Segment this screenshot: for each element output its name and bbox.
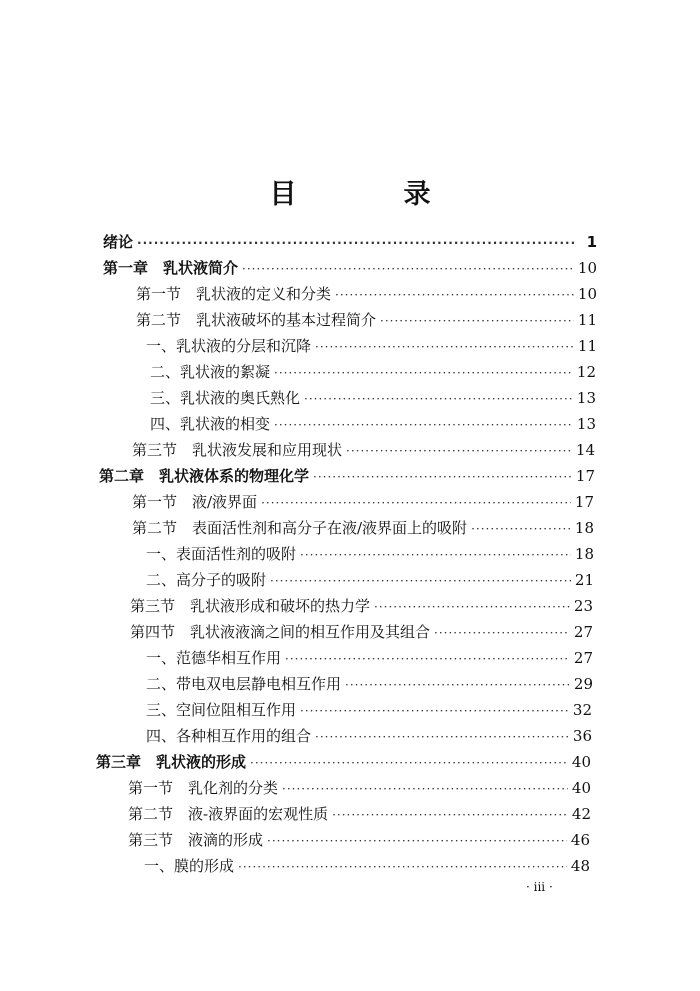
- toc-page: 40: [571, 753, 591, 771]
- toc-page: 18: [574, 519, 594, 537]
- dot-leader: [300, 545, 571, 565]
- dot-leader: [274, 363, 573, 383]
- toc-page: 11: [577, 337, 597, 355]
- dot-leader: [285, 649, 570, 669]
- toc-label: 绪论: [103, 233, 134, 251]
- toc-label: 四、乳状液的相变: [150, 415, 271, 433]
- toc-label: 第四节 乳状液液滴之间的相互作用及其组合: [130, 623, 431, 641]
- dot-leader: [313, 467, 572, 487]
- page-title: 目 录: [269, 179, 471, 210]
- dot-leader: [261, 493, 571, 513]
- toc-page: 10: [577, 285, 597, 303]
- toc-page: 10: [577, 259, 597, 277]
- dot-leader: [137, 233, 575, 253]
- toc-label: 四、各种相互作用的组合: [146, 727, 312, 745]
- toc-entry: [150, 362, 596, 383]
- dot-leader: [282, 779, 568, 799]
- toc-entry: [146, 674, 593, 695]
- toc-page: 32: [572, 701, 592, 719]
- toc-label: 二、带电双电层静电相互作用: [146, 675, 342, 693]
- toc-entry: [146, 336, 597, 357]
- toc-entry: [146, 700, 592, 721]
- dot-leader: [471, 519, 571, 539]
- dot-leader: [434, 623, 570, 643]
- dot-leader: [345, 675, 570, 695]
- toc-label: 第二节 表面活性剂和高分子在液/液界面上的吸附: [132, 519, 468, 537]
- toc-page: 12: [576, 363, 596, 381]
- dot-leader: [346, 441, 572, 461]
- toc-entry: [128, 804, 591, 825]
- toc-entry: [146, 570, 594, 591]
- toc-label: 第三章 乳状液的形成: [96, 753, 247, 771]
- toc-page: 18: [574, 545, 594, 563]
- dot-leader: [332, 805, 568, 825]
- toc-label: 第一章 乳状液简介: [103, 259, 239, 277]
- dot-leader: [315, 337, 574, 357]
- page-folio: · iii ·: [526, 880, 553, 894]
- toc-entry: [103, 232, 597, 253]
- toc-page: 17: [574, 493, 594, 511]
- toc-entry: [128, 830, 590, 851]
- toc-page: 13: [576, 389, 596, 407]
- toc-entry: [150, 414, 596, 435]
- toc-entry: [132, 440, 595, 461]
- toc-label: 二、高分子的吸附: [146, 571, 267, 589]
- toc-entry: [150, 388, 596, 409]
- toc-page: 48: [570, 857, 590, 875]
- toc-page: 46: [570, 831, 590, 849]
- toc-label: 第三节 乳状液形成和破坏的热力学: [130, 597, 371, 615]
- toc-page: 21: [574, 571, 594, 589]
- toc-entry: [132, 492, 594, 513]
- toc-label: 一、表面活性剂的吸附: [146, 545, 297, 563]
- toc-entry: [99, 466, 595, 487]
- toc-label: 第二节 乳状液破坏的基本过程简介: [136, 311, 377, 329]
- dot-leader: [267, 831, 567, 851]
- toc-entry: [130, 596, 593, 617]
- toc-entry: [128, 778, 591, 799]
- toc-label: 一、范德华相互作用: [146, 649, 282, 667]
- toc-page: 14: [575, 441, 595, 459]
- dot-leader: [315, 727, 569, 747]
- toc-label: 三、乳状液的奥氏熟化: [150, 389, 301, 407]
- toc-label: 三、空间位阻相互作用: [146, 701, 297, 719]
- toc-page: 17: [575, 467, 595, 485]
- dot-leader: [380, 311, 574, 331]
- dot-leader: [270, 571, 571, 591]
- toc-entry: [136, 310, 597, 331]
- toc-entry: [146, 648, 593, 669]
- toc-page: 27: [573, 623, 593, 641]
- dot-leader: [238, 857, 567, 877]
- toc-entry: [144, 856, 590, 877]
- toc-page: 23: [573, 597, 593, 615]
- toc-label: 二、乳状液的絮凝: [150, 363, 271, 381]
- toc-entry: [96, 752, 591, 773]
- toc-entry: [130, 622, 593, 643]
- toc-page: 36: [572, 727, 592, 745]
- toc-label: 第三节 液滴的形成: [128, 831, 264, 849]
- toc-page: 1: [586, 233, 597, 251]
- toc-label: 第一节 液/液界面: [132, 493, 258, 511]
- toc-page: 40: [571, 779, 591, 797]
- toc-entry: [132, 518, 594, 539]
- toc-page: 11: [577, 311, 597, 329]
- toc-label: 一、膜的形成: [144, 857, 235, 875]
- dot-leader: [250, 753, 568, 773]
- toc-label: 第二章 乳状液体系的物理化学: [99, 467, 310, 485]
- toc-page: 42: [571, 805, 591, 823]
- toc-entry: [103, 258, 597, 279]
- dot-leader: [304, 389, 573, 409]
- toc-page: 13: [576, 415, 596, 433]
- dot-leader: [274, 415, 573, 435]
- toc-entry: [146, 726, 592, 747]
- toc-label: 一、乳状液的分层和沉降: [146, 337, 312, 355]
- toc-page: 27: [573, 649, 593, 667]
- toc-label: 第三节 乳状液发展和应用现状: [132, 441, 343, 459]
- dot-leader: [300, 701, 569, 721]
- dot-leader: [335, 285, 574, 305]
- dot-leader: [242, 259, 574, 279]
- toc-label: 第一节 乳状液的定义和分类: [136, 285, 332, 303]
- toc-label: 第一节 乳化剂的分类: [128, 779, 279, 797]
- toc-entry: [136, 284, 597, 305]
- toc-label: 第二节 液-液界面的宏观性质: [128, 805, 329, 823]
- dot-leader: [374, 597, 570, 617]
- toc-entry: [146, 544, 594, 565]
- toc-page: 29: [573, 675, 593, 693]
